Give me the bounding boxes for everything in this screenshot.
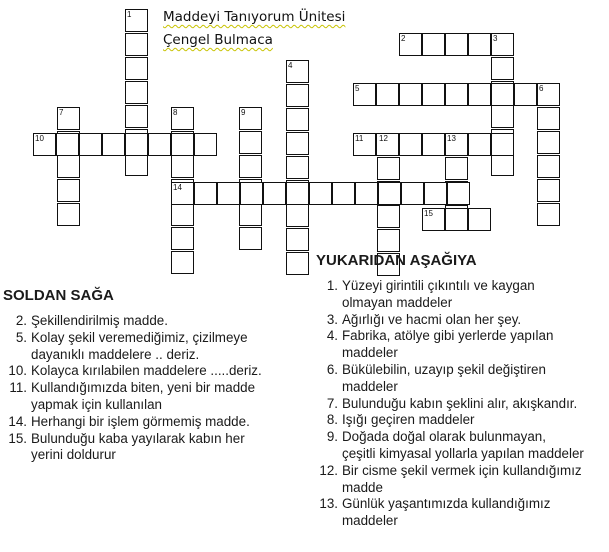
clue-text: Ağırlığı ve hacmi olan her şey. [342,311,522,327]
clue-item [316,496,584,530]
across-heading: SOLDAN SAĞA [3,287,114,304]
clue-number: 15. [8,430,27,446]
grid-cell [286,228,309,251]
clue-text: maddeler [342,378,398,394]
clue-item [316,312,584,329]
clue-text: maddeler [342,345,398,361]
grid-number: 10 [35,134,44,143]
grid-cell [399,133,422,156]
grid-cell [56,133,79,156]
clue-text: olmayan maddeler [342,294,453,310]
clue-text: yerini doldurur [31,447,116,463]
grid-number: 7 [59,108,64,117]
grid-number: 2 [401,34,406,43]
grid-cell [239,155,262,178]
clue-text: madde [342,479,383,495]
clue-number: 9. [326,429,338,445]
grid-cell [309,182,332,205]
worksheet-title: Maddeyi Tanıyorum Ünitesi [163,9,346,25]
clue-item [316,429,584,463]
grid-cell [537,155,560,178]
clue-text: Kolayca kırılabilen maddelere .....deriz. [31,363,262,379]
grid-cell [537,131,560,154]
grid-number: 1 [127,10,132,19]
grid-number: 5 [355,84,360,93]
clue-number: 4. [326,328,338,344]
grid-cell [422,133,445,156]
clue-item [5,313,262,330]
grid-cell [377,205,400,228]
grid-cell [377,229,400,252]
grid-cell [125,57,148,80]
grid-cell [125,33,148,56]
clue-text: yapmak için kullanılan [31,396,162,412]
clue-number: 2. [15,313,27,328]
grid-number: 3 [493,34,498,43]
clue-number: 14. [8,413,27,429]
grid-number: 6 [539,84,544,93]
grid-cell [148,133,171,156]
grid-number: 12 [379,134,388,143]
grid-cell [286,108,309,131]
clue-text: Yüzeyi girintili çıkıntılı ve kaygan [342,278,535,293]
grid-cell [194,182,217,205]
grid-cell [286,182,309,205]
clue-number: 10. [8,363,27,379]
grid-cell [286,204,309,227]
grid-cell [171,203,194,226]
grid-cell [286,156,309,179]
grid-cell [468,33,491,56]
grid-cell [240,182,263,205]
grid-cell [491,57,514,80]
grid-cell [125,133,148,156]
grid-cell [79,133,102,156]
crossword-grid [0,0,609,270]
grid-cell [286,132,309,155]
grid-number: 13 [447,134,456,143]
clue-item [5,363,262,380]
grid-cell [445,83,468,106]
clue-item [5,414,262,431]
clue-item [316,278,584,312]
grid-cell [125,153,148,176]
grid-cell [376,83,399,106]
grid-cell [468,133,491,156]
grid-cell [171,227,194,250]
grid-cell [468,83,491,106]
grid-cell [239,203,262,226]
worksheet-subtitle: Çengel Bulmaca [163,32,273,48]
clue-text: Fabrika, atölye gibi yerlerde yapılan [342,328,554,344]
grid-cell [263,182,286,205]
clue-item [316,412,584,429]
grid-cell [355,182,378,205]
grid-cell [401,182,424,205]
grid-number: 9 [241,108,246,117]
grid-cell [125,105,148,128]
grid-cell [491,105,514,128]
clue-number: 3. [326,311,338,327]
grid-cell [125,81,148,104]
clue-text: Günlük yaşantımızda kullandığımız [342,496,551,512]
grid-cell [57,203,80,226]
grid-cell [194,133,217,156]
clue-text: Herhangi bir işlem görmemiş madde. [31,413,250,429]
grid-cell [491,133,514,156]
clue-text: Işığı geçiren maddeler [342,412,475,428]
clue-number: 12. [319,462,338,478]
grid-number: 11 [355,134,364,143]
clue-text: Kullandığımızda biten, yeni bir madde [31,380,256,396]
grid-cell [57,155,80,178]
clue-item [5,330,262,364]
clue-text: maddeler [342,513,398,529]
grid-cell [102,133,125,156]
grid-cell [491,153,514,176]
grid-cell [378,182,401,205]
clue-number: 1. [326,278,338,293]
grid-cell [424,182,447,205]
grid-number: 14 [173,183,182,192]
clue-number: 11. [9,380,27,396]
grid-cell [57,179,80,202]
clue-item [316,396,584,413]
clue-number: 13. [319,496,338,512]
grid-cell [447,182,470,205]
clue-number: 6. [326,361,338,377]
clue-text: Şekillendirilmiş madde. [31,313,168,328]
grid-cell [445,208,468,231]
grid-cell [445,157,468,180]
grid-cell [377,157,400,180]
grid-cell [171,155,194,178]
grid-cell [332,182,355,205]
grid-cell [171,133,194,156]
clue-text: Bir cisme şekil vermek için kullandığımız [342,462,582,478]
clue-item [316,362,584,396]
clue-item [5,431,262,465]
grid-cell [537,179,560,202]
grid-number: 4 [288,61,293,70]
clue-number: 8. [326,412,338,428]
clue-text: Doğada doğal olarak bulunmayan, [342,429,546,445]
grid-cell [422,33,445,56]
clue-item [316,328,584,362]
grid-cell [514,83,537,106]
grid-cell [239,131,262,154]
grid-cell [537,107,560,130]
clue-text: Bulunduğu kabın şeklini alır, akışkandır. [342,395,578,411]
clue-number: 7. [326,395,338,411]
grid-cell [468,208,491,231]
grid-cell [399,83,422,106]
grid-cell [171,251,194,274]
grid-cell [445,33,468,56]
clue-number: 5. [15,329,27,345]
clue-text: Bulunduğu kaba yayılarak kabın her [31,430,245,446]
clue-item [316,463,584,497]
clue-item [5,380,262,414]
down-heading: YUKARIDAN AŞAĞIYA [316,252,477,269]
clue-text: çeşitli kimyasal yollarla yapılan maddeler [342,445,584,461]
across-clue-list [5,313,262,464]
grid-cell [239,227,262,250]
clue-text: Kolay şekil veremediğimiz, çizilmeye [31,329,248,345]
grid-cell [422,83,445,106]
grid-number: 15 [424,209,433,218]
down-clue-list [316,278,584,530]
grid-cell [286,252,309,275]
grid-cell [286,84,309,107]
clue-text: dayanıklı maddelere .. deriz. [31,346,200,362]
grid-number: 8 [173,108,178,117]
clue-text: Bükülebilin, uzayıp şekil değiştiren [342,361,546,377]
grid-cell [491,83,514,106]
grid-cell [217,182,240,205]
grid-cell [537,203,560,226]
